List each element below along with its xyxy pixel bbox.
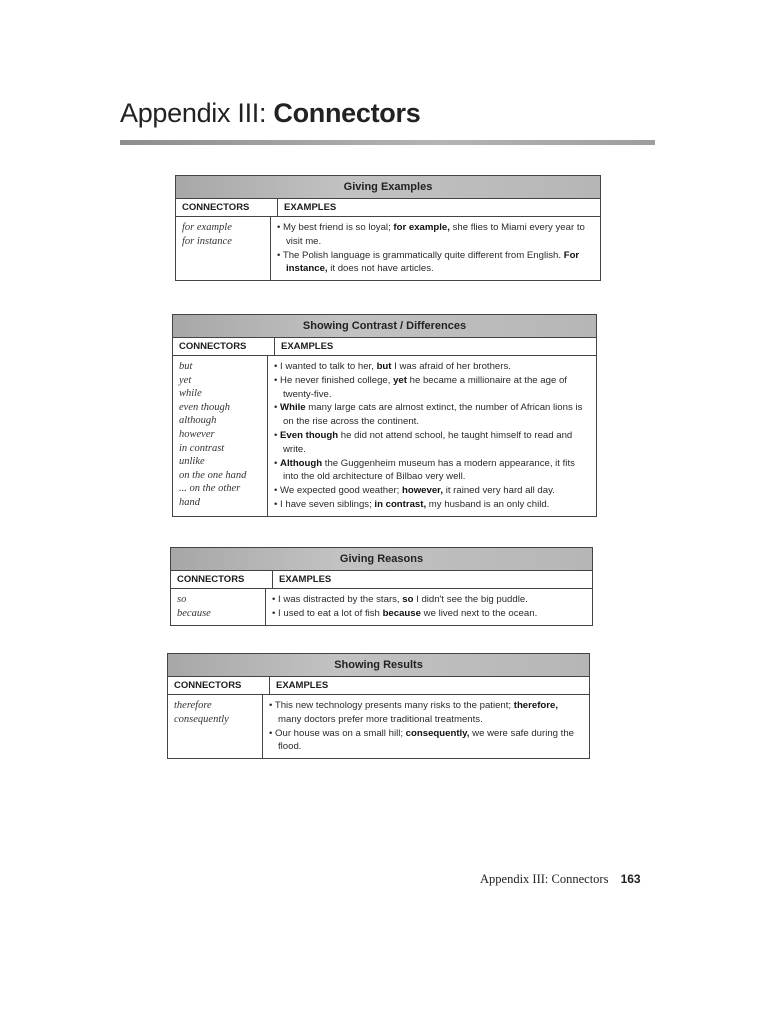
example-list (271, 217, 600, 280)
example-text: I was afraid of her brothers. (391, 361, 511, 372)
example-text: • I was distracted by the stars, (272, 594, 403, 605)
table-heading: Showing Results (168, 654, 589, 677)
connectors-column-header: CONNECTORS (173, 338, 275, 355)
page-footer (480, 872, 641, 887)
example-text: many large cats are almost extinct, the number of African lions is on the rise across the continent. (283, 402, 583, 428)
example-text: • He never finished college, (274, 374, 394, 386)
example-text: many doctors prefer more traditional treatments. (278, 713, 483, 725)
page-title-prefix: Appendix III: (120, 98, 267, 128)
connector-list (171, 589, 266, 625)
example-text: it does not have articles. (327, 263, 434, 275)
column-headers (173, 338, 596, 356)
connector-item: even though (179, 401, 231, 413)
title-rule (120, 140, 655, 145)
connector-highlight: Even though (280, 429, 339, 441)
connector-item: yet (179, 374, 192, 386)
connector-highlight: Although (280, 457, 323, 469)
example-text: it rained very hard all day. (443, 485, 555, 497)
example-text: • I used to eat a lot of fish (272, 607, 383, 619)
connector-item: because (177, 607, 211, 619)
examples-column-header: EXAMPLES (284, 202, 337, 213)
example-text: I didn't see the big puddle. (413, 594, 528, 605)
example-list (263, 695, 589, 758)
column-headers (168, 677, 589, 695)
example-text: • I have seven siblings; (274, 498, 375, 510)
table-body (171, 589, 592, 625)
example-item (269, 699, 581, 727)
connector-item: hand (179, 496, 200, 508)
connector-item: unlike (179, 456, 205, 468)
table-body (173, 356, 596, 516)
example-item (272, 607, 584, 621)
example-item (274, 484, 588, 498)
connector-item: on the one hand (179, 469, 247, 481)
connector-item: in contrast (179, 442, 225, 454)
connector-item: so (177, 594, 187, 605)
example-text: • This new technology presents many risks to the patient; (269, 700, 514, 711)
connector-item: while (179, 388, 202, 400)
connector-item: however (179, 428, 215, 440)
connector-highlight: While (280, 402, 306, 414)
page-title (120, 98, 420, 129)
table-heading: Giving Examples (176, 176, 600, 199)
table-heading: Showing Contrast / Differences (173, 315, 596, 338)
examples-column-header: EXAMPLES (276, 680, 329, 691)
table-body (168, 695, 589, 758)
example-text: we lived next to the ocean. (420, 607, 538, 619)
connector-highlight: however, (401, 485, 444, 497)
connector-item: ... on the other (179, 483, 241, 495)
example-text: we were safe during the flood. (278, 727, 574, 753)
connector-item: for instance (182, 235, 232, 247)
table-giving-reasons (170, 547, 593, 626)
example-text: • Our house was on a small hill; (269, 727, 406, 739)
connector-list (168, 695, 263, 758)
example-item (269, 727, 581, 755)
connector-item: but (179, 361, 193, 372)
connector-item: although (179, 415, 217, 427)
example-item (274, 401, 588, 429)
example-text: my husband is an only child. (426, 498, 550, 510)
example-text: • I wanted to talk to her, (274, 361, 377, 372)
example-text: the Guggenheim museum has a modern appearance, it fits into the old architecture of Bilbao very well. (283, 457, 575, 483)
connectors-column-header: CONNECTORS (171, 571, 273, 588)
examples-column-header: EXAMPLES (279, 574, 332, 585)
table-giving-examples (175, 175, 601, 281)
connector-list (176, 217, 271, 280)
connectors-column-header: CONNECTORS (176, 199, 278, 216)
example-item (274, 374, 588, 402)
connector-item: therefore (174, 700, 212, 711)
example-item (274, 360, 588, 374)
connector-highlight: because (382, 607, 421, 619)
connector-highlight: therefore, (513, 700, 558, 711)
table-showing-contrast (172, 314, 597, 517)
connector-item: for example (182, 222, 232, 233)
connector-highlight: in contrast, (374, 498, 427, 510)
example-list (266, 589, 592, 625)
example-list (268, 356, 596, 516)
table-body (176, 217, 600, 280)
example-text: • My best friend is so loyal; (277, 222, 394, 233)
running-title: Appendix III: Connectors (480, 872, 609, 886)
page-title-main: Connectors (273, 98, 421, 128)
example-item (277, 249, 592, 277)
column-headers (176, 199, 600, 217)
table-showing-results (167, 653, 590, 759)
connector-highlight: so (402, 594, 414, 605)
example-item (274, 429, 588, 457)
connector-highlight: for example, (393, 222, 450, 233)
connector-highlight: but (376, 361, 392, 372)
example-text: she flies to Miami every year to visit me. (286, 222, 585, 247)
example-text: he became a millionaire at the age of twenty-five. (283, 374, 567, 400)
examples-column-header: EXAMPLES (281, 341, 334, 352)
example-text: • The Polish language is grammatically quite different from English. (277, 249, 564, 261)
example-text: • (274, 429, 281, 441)
example-item (277, 221, 592, 249)
example-text: • (274, 457, 281, 469)
table-heading: Giving Reasons (171, 548, 592, 571)
connector-highlight: For instance, (286, 249, 580, 275)
connectors-column-header: CONNECTORS (168, 677, 270, 694)
example-text: • (274, 402, 281, 414)
connector-list (173, 356, 268, 516)
example-text: • We expected good weather; (274, 485, 402, 497)
page-number: 163 (620, 872, 641, 886)
connector-item: consequently (174, 713, 229, 725)
column-headers (171, 571, 592, 589)
example-text: he did not attend school, he taught himself to read and write. (283, 429, 573, 455)
example-item (272, 593, 584, 607)
example-item (274, 498, 588, 512)
example-item (274, 457, 588, 485)
connector-highlight: yet (393, 374, 407, 386)
connector-highlight: consequently, (405, 727, 470, 739)
